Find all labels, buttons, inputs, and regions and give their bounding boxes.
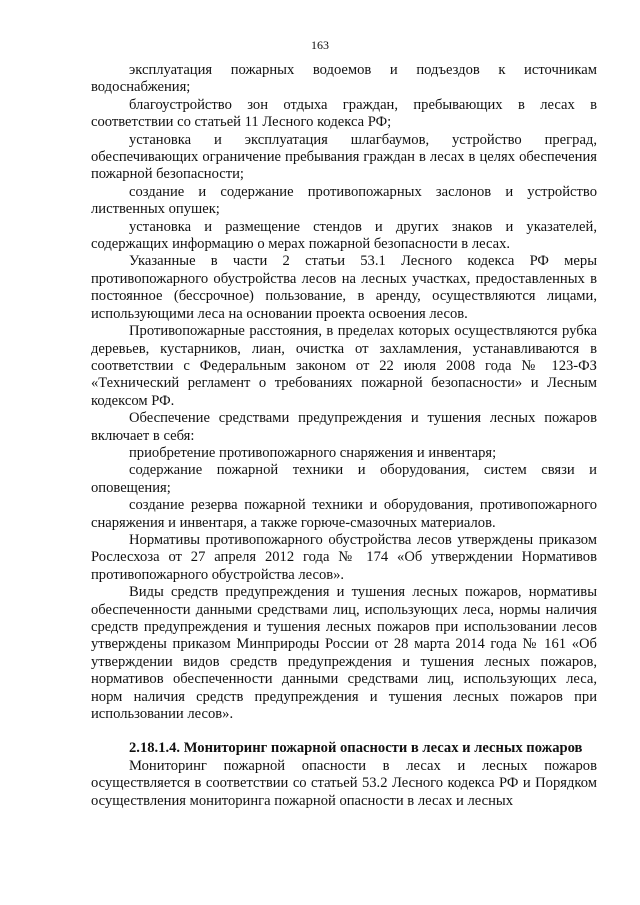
paragraph: создание и содержание противопожарных заслонов и устройство лиственных опушек; bbox=[91, 183, 597, 218]
paragraph: установка и размещение стендов и других знаков и указателей, содержащих информацию о мерах пожарной безопасности в лесах. bbox=[91, 218, 597, 253]
document-body bbox=[91, 62, 597, 810]
paragraph: установка и эксплуатация шлагбаумов, устройство преград, обеспечивающих ограничение пребывания граждан в лесах в целях обеспечения пожарной безопасности; bbox=[91, 131, 597, 183]
paragraph: Указанные в части 2 статьи 53.1 Лесного кодекса РФ меры противопожарного обустройства лесов на лесных участках, предоставленных в постоянное (бессрочное) пользование, в аренду, осуществляются лицами, использующими леса на основании проекта освоения лесов. bbox=[91, 253, 597, 322]
section-heading: 2.18.1.4. Мониторинг пожарной опасности в лесах и лесных пожаров bbox=[129, 740, 583, 757]
paragraph: Нормативы противопожарного обустройства лесов утверждены приказом Рослесхоза от 27 апреля 2012 года № 174 «Об утверждении Нормативов противопожарного обустройства лесов». bbox=[91, 531, 597, 583]
paragraph: содержание пожарной техники и оборудования, систем связи и оповещения; bbox=[91, 462, 597, 496]
paragraph: Виды средств предупреждения и тушения лесных пожаров, нормативы обеспеченности данными средствами лиц, использующих леса, нормы наличия средств предупреждения и тушения лесных пожаров при использовании лесов утверждены приказом Минприроды России от 28 марта 2014 года № 161 «Об утверждении видов средств предупреждения и тушения лесных пожаров, нормативов обеспеченности данными средствами лиц, использующих леса, норм наличия средств предупреждения и тушения лесных пожаров при использовании лесов». bbox=[91, 584, 597, 723]
paragraph: Противопожарные расстояния, в пределах которых осуществляются рубка деревьев, кустарников, лиан, очистка от захламления, устанавливаются в соответствии с Федеральным законом от 22 июля 2008 года № 123-ФЗ «Технический регламент о требованиях пожарной безопасности» и Лесным кодексом РФ. bbox=[91, 323, 597, 409]
paragraph: благоустройство зон отдыха граждан, пребывающих в лесах в соответствии со статьей 11 Лесного кодекса РФ; bbox=[91, 96, 597, 131]
paragraph: Обеспечение средствами предупреждения и тушения лесных пожаров включает в себя: bbox=[91, 410, 597, 444]
paragraph: приобретение противопожарного снаряжения и инвентаря; bbox=[129, 444, 497, 461]
paragraph: Мониторинг пожарной опасности в лесах и лесных пожаров осуществляется в соответствии со статьей 53.2 Лесного кодекса РФ и Порядком осуществления мониторинга пожарной опасности в лесах и лесных bbox=[91, 757, 597, 809]
paragraph: создание резерва пожарной техники и оборудования, противопожарного снаряжения и инвентаря, а также горюче-смазочных материалов. bbox=[91, 497, 597, 531]
page-number: 163 bbox=[311, 38, 329, 52]
paragraph: эксплуатация пожарных водоемов и подъездов к источникам водоснабжения; bbox=[91, 62, 597, 96]
